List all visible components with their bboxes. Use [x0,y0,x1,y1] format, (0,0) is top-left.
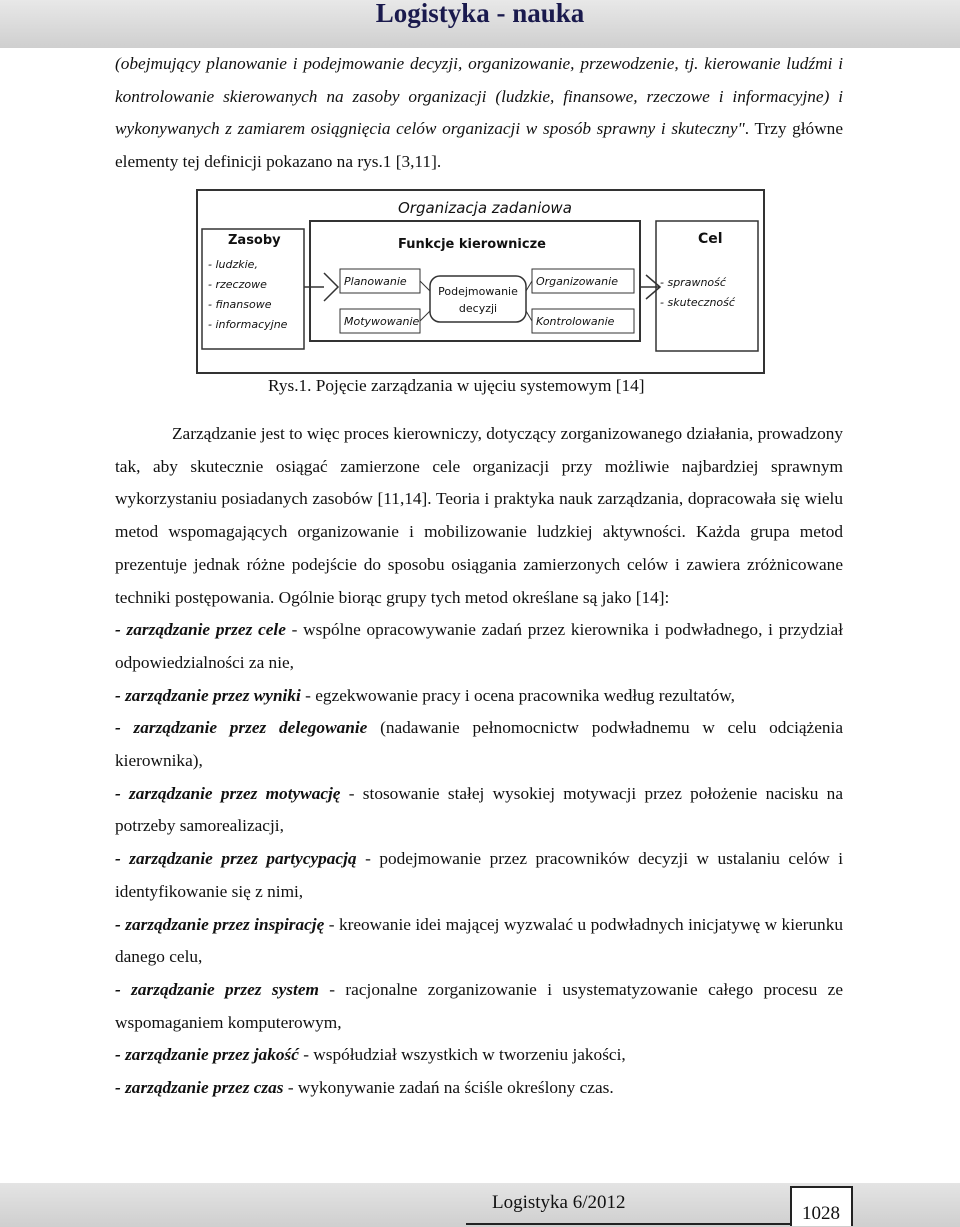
resources-heading: Zasoby [228,233,281,248]
intro-rest: . Trzy główne elementy tej definicji pokazano na rys.1 [3,11]. [115,119,843,172]
resource-item: - finansowe [208,298,272,311]
body-paragraph: Zarządzanie jest to więc proces kierowniczy, dotyczący zorganizowanego działania, prowadzony tak, aby skutecznie osiągać zamierzone cele organizacji przy możliwie najbardziej sprawnym wykorzystaniu posiadanych zasobów [11,14]. Teoria i praktyka nauk zarządzania, dopracowała się wielu metod wspomagających organizowanie i mobilizowanie ludzkiej aktywności. Każda grupa metod prezentuje jednak różne podejście do sposobu osiągania zamierzonych celów i zawiera zróżnicowane techniki postępowania. Ogólnie biorąc grupy tych metod określane są jako [14]: [115,424,843,607]
link-organizing [526,281,532,291]
body-text [115,418,843,1105]
functions-heading: Funkcje kierownicze [398,237,546,252]
page-number: 1028 [802,1203,840,1224]
header-title: Logistyka - nauka [375,0,585,28]
planning-label: Planowanie [344,275,407,288]
resource-item: - rzeczowe [208,278,267,291]
list-item-desc: - podejmowanie przez pracowników decyzji w ustalaniu celów i identyfikowanie się z nimi, [115,849,844,901]
list-item [115,614,843,679]
list-item-desc: - egzekwowanie pracy i ocena pracownika według rezultatów, [300,685,735,705]
list-item-desc: - współudział wszystkich w tworzeniu jakości, [298,1045,626,1065]
list-item-term: - zarządzanie przez motywację [115,783,341,803]
list-item [115,974,843,1039]
footer-divider [466,1223,794,1225]
decision-line-2: decyzji [458,302,498,315]
goal-list [660,273,735,313]
resource-item: - ludzkie, [208,258,258,271]
header-band [0,0,960,48]
intro-paragraph [115,48,843,179]
resources-list [208,255,287,335]
list-item-term: - zarządzanie przez jakość [115,1045,299,1065]
figure-management-system [196,189,765,374]
link-motivating [420,311,430,321]
list-item-term: - zarządzanie przez partycypacją [115,849,357,869]
list-item [115,680,843,713]
list-item-term: - zarządzanie przez delegowanie [115,718,368,738]
list-item-term: - zarządzanie przez wyniki [115,685,301,705]
intro-italic: (obejmujący planowanie i podejmowanie decyzji, organizowanie, przewodzenie, tj. kierowanie ludźmi i kontrolowanie skierowanych na zasoby organizacji (ludzkie, finansowe, rzeczowe i informacyjne) i wykonywanych z zamiarem osiągnięcia celów organizacji w sposób sprawny i skuteczny" [115,54,843,139]
goal-item: - sprawność [660,276,726,289]
motivating-label: Motywowanie [344,315,420,328]
list-item-term: - zarządzanie przez czas [115,1078,284,1098]
resource-item: - informacyjne [208,318,288,331]
figure-title: Organizacja zadaniowa [398,199,572,217]
link-planning [420,281,430,291]
list-item [115,778,843,843]
link-controlling [526,311,532,321]
list-item-desc: - wykonywanie zadań na ściśle określony czas. [283,1078,614,1098]
list-item-desc: (nadawanie pełnomocnictw podwładnemu w celu odciążenia kierownika), [115,718,843,771]
list-item [115,712,843,777]
list-item [115,843,843,908]
goal-item: - skuteczność [660,296,735,309]
goal-heading: Cel [698,231,723,247]
decision-line-1: Podejmowanie [438,285,518,298]
controlling-label: Kontrolowanie [536,315,615,328]
list-item-desc: - stosowanie stałej wysokiej motywacji przez położenie nacisku na potrzeby samorealizacji, [115,783,843,836]
decision-label [430,283,526,317]
list-item-term: - zarządzanie przez cele [115,620,286,640]
footer-journal: Logistyka 6/2012 [492,1192,626,1213]
organizing-label: Organizowanie [536,275,618,288]
list-item [115,1039,843,1072]
list-item-term: - zarządzanie przez inspirację [115,914,325,934]
list-item-desc: - wspólne opracowywanie zadań przez kierownika i podwładnego, i przydział odpowiedzialności za nie, [115,620,844,672]
list-item [115,1072,843,1105]
list-item [115,909,843,974]
figure-caption: Rys.1. Pojęcie zarządzania w ujęciu systemowym [14] [268,376,645,395]
list-item-desc: - racjonalne zorganizowanie i usystematyzowanie całego procesu ze wspomaganiem komputerowym, [115,979,843,1032]
input-arrowhead [324,273,338,301]
list-item-term: - zarządzanie przez system [115,979,319,999]
list-item-desc: - kreowanie idei mającej wyzwalać u podwładnych inicjatywę w kierunku danego celu, [115,914,843,967]
